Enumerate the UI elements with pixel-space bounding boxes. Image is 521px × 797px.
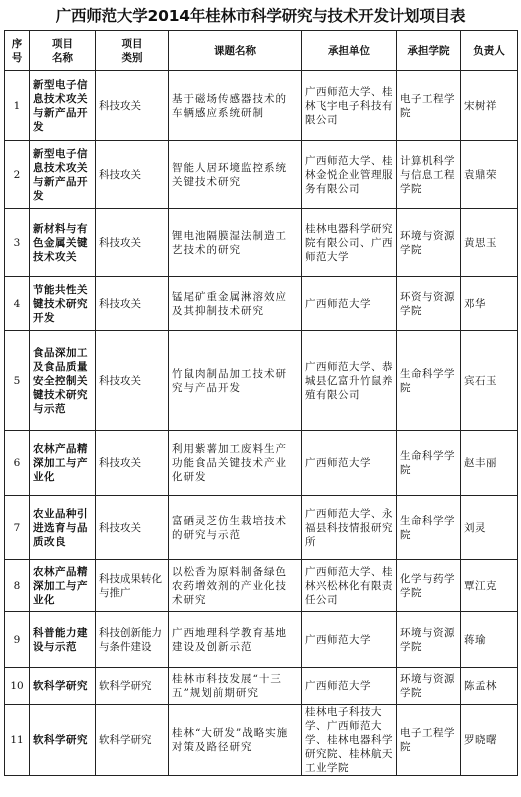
row-person: 罗晓曙: [461, 705, 518, 776]
row-person: 陈孟林: [461, 668, 518, 705]
row-topic: 利用紫薯加工废料生产功能食品关键技术产业化研发: [169, 431, 302, 496]
header-unit: 承担单位: [302, 31, 397, 71]
row-no: 8: [5, 560, 30, 612]
row-unit: 广西师范大学: [302, 668, 397, 705]
row-category: 科技攻关: [96, 331, 169, 431]
row-project-name: 节能共性关键技术研究开发: [30, 277, 96, 331]
header-category: 项目 类别: [96, 31, 169, 71]
table-row: [5, 209, 518, 277]
table-row: [5, 331, 518, 431]
row-project-name: 农林产品精深加工与产业化: [30, 431, 96, 496]
row-college: 电子工程学院: [397, 705, 461, 776]
row-unit: 桂林电子科技大学、广西师范大学、桂林电器科学研究院、桂林航天工业学院: [302, 705, 397, 776]
row-college: 环境与资源学院: [397, 209, 461, 277]
row-category: 科技攻关: [96, 431, 169, 496]
row-project-name: 软科学研究: [30, 705, 96, 776]
row-college: 生命科学学院: [397, 496, 461, 560]
row-topic: 富硒灵芝仿生栽培技术的研究与示范: [169, 496, 302, 560]
page-title: 广西师范大学2014年桂林市科学研究与技术开发计划项目表: [55, 7, 466, 25]
row-college: 环境与资源学院: [397, 612, 461, 668]
row-category: 科技攻关: [96, 71, 169, 141]
row-project-name: 农林产品精深加工与产业化: [30, 560, 96, 612]
row-project-name: 食品深加工及食品质量安全控制关键技术研究与示范: [30, 331, 96, 431]
row-unit: 广西师范大学、永福县科技情报研究所: [302, 496, 397, 560]
row-topic: 桂林“大研发”战略实施对策及路径研究: [169, 705, 302, 776]
row-category: 科技创新能力与条件建设: [96, 612, 169, 668]
row-unit: 广西师范大学: [302, 277, 397, 331]
row-project-name: 农业品种引进选育与品质改良: [30, 496, 96, 560]
table-row: [5, 277, 518, 331]
row-category: 科技攻关: [96, 496, 169, 560]
row-person: 黄思玉: [461, 209, 518, 277]
row-college: 电子工程学院: [397, 71, 461, 141]
row-college: 化学与药学学院: [397, 560, 461, 612]
row-category: 科技成果转化与推广: [96, 560, 169, 612]
row-no: 1: [5, 71, 30, 141]
row-person: 宾石玉: [461, 331, 518, 431]
row-no: 2: [5, 141, 30, 209]
row-no: 9: [5, 612, 30, 668]
row-unit: 广西师范大学、桂林飞宇电子科技有限公司: [302, 71, 397, 141]
row-unit: 广西师范大学: [302, 431, 397, 496]
row-category: 软科学研究: [96, 668, 169, 705]
row-topic: 广西地理科学教育基地建设及创新示范: [169, 612, 302, 668]
row-no: 3: [5, 209, 30, 277]
table-row: [5, 560, 518, 612]
row-category: 科技攻关: [96, 141, 169, 209]
table-row: [5, 431, 518, 496]
row-unit: 广西师范大学、桂林金悦企业管理服务有限公司: [302, 141, 397, 209]
row-project-name: 软科学研究: [30, 668, 96, 705]
project-table: [4, 30, 518, 776]
row-person: 覃江克: [461, 560, 518, 612]
row-project-name: 新材料与有色金属关键技术攻关: [30, 209, 96, 277]
row-category: 科技攻关: [96, 277, 169, 331]
row-person: 刘灵: [461, 496, 518, 560]
row-topic: 竹鼠肉制品加工技术研究与产品开发: [169, 331, 302, 431]
row-no: 4: [5, 277, 30, 331]
table-row: [5, 496, 518, 560]
row-person: 邓华: [461, 277, 518, 331]
row-person: 宋树祥: [461, 71, 518, 141]
row-unit: 广西师范大学、桂林兴松林化有限责任公司: [302, 560, 397, 612]
table-row: [5, 705, 518, 776]
row-college: 环境与资源学院: [397, 668, 461, 705]
row-unit: 广西师范大学、恭城县亿富升竹鼠养殖有限公司: [302, 331, 397, 431]
row-no: 6: [5, 431, 30, 496]
row-college: 环资与资源学院: [397, 277, 461, 331]
row-category: 科技攻关: [96, 209, 169, 277]
row-college: 计算机科学与信息工程学院: [397, 141, 461, 209]
row-no: 5: [5, 331, 30, 431]
row-unit: 桂林电器科学研究院有限公司、广西师范大学: [302, 209, 397, 277]
row-topic: 智能人居环境监控系统关键技术研究: [169, 141, 302, 209]
table-row: [5, 612, 518, 668]
row-no: 7: [5, 496, 30, 560]
row-topic: 锂电池隔膜湿法制造工艺技术的研究: [169, 209, 302, 277]
table-row: [5, 141, 518, 209]
row-no: 11: [5, 705, 30, 776]
row-project-name: 新型电子信息技术攻关与新产品开发: [30, 141, 96, 209]
header-topic: 课题名称: [169, 31, 302, 71]
row-college: 生命科学学院: [397, 431, 461, 496]
table-row: [5, 668, 518, 705]
row-topic: 基于磁场传感器技术的车辆感应系统研制: [169, 71, 302, 141]
row-person: 赵丰丽: [461, 431, 518, 496]
row-person: 袁鼎荣: [461, 141, 518, 209]
header-no: 序 号: [5, 31, 30, 71]
header-row: [5, 31, 518, 71]
row-college: 生命科学学院: [397, 331, 461, 431]
row-topic: 以松香为原料制备绿色农药增效剂的产业化技术研究: [169, 560, 302, 612]
row-unit: 广西师范大学: [302, 612, 397, 668]
header-name: 项目 名称: [30, 31, 96, 71]
header-person: 负责人: [461, 31, 518, 71]
row-project-name: 科普能力建设与示范: [30, 612, 96, 668]
table-row: [5, 71, 518, 141]
row-topic: 桂林市科技发展“十三五”规划前期研究: [169, 668, 302, 705]
row-no: 10: [5, 668, 30, 705]
row-topic: 锰尾矿重金属淋溶效应及其抑制技术研究: [169, 277, 302, 331]
header-college: 承担学院: [397, 31, 461, 71]
row-person: 蒋瑜: [461, 612, 518, 668]
row-project-name: 新型电子信息技术攻关与新产品开发: [30, 71, 96, 141]
row-category: 软科学研究: [96, 705, 169, 776]
